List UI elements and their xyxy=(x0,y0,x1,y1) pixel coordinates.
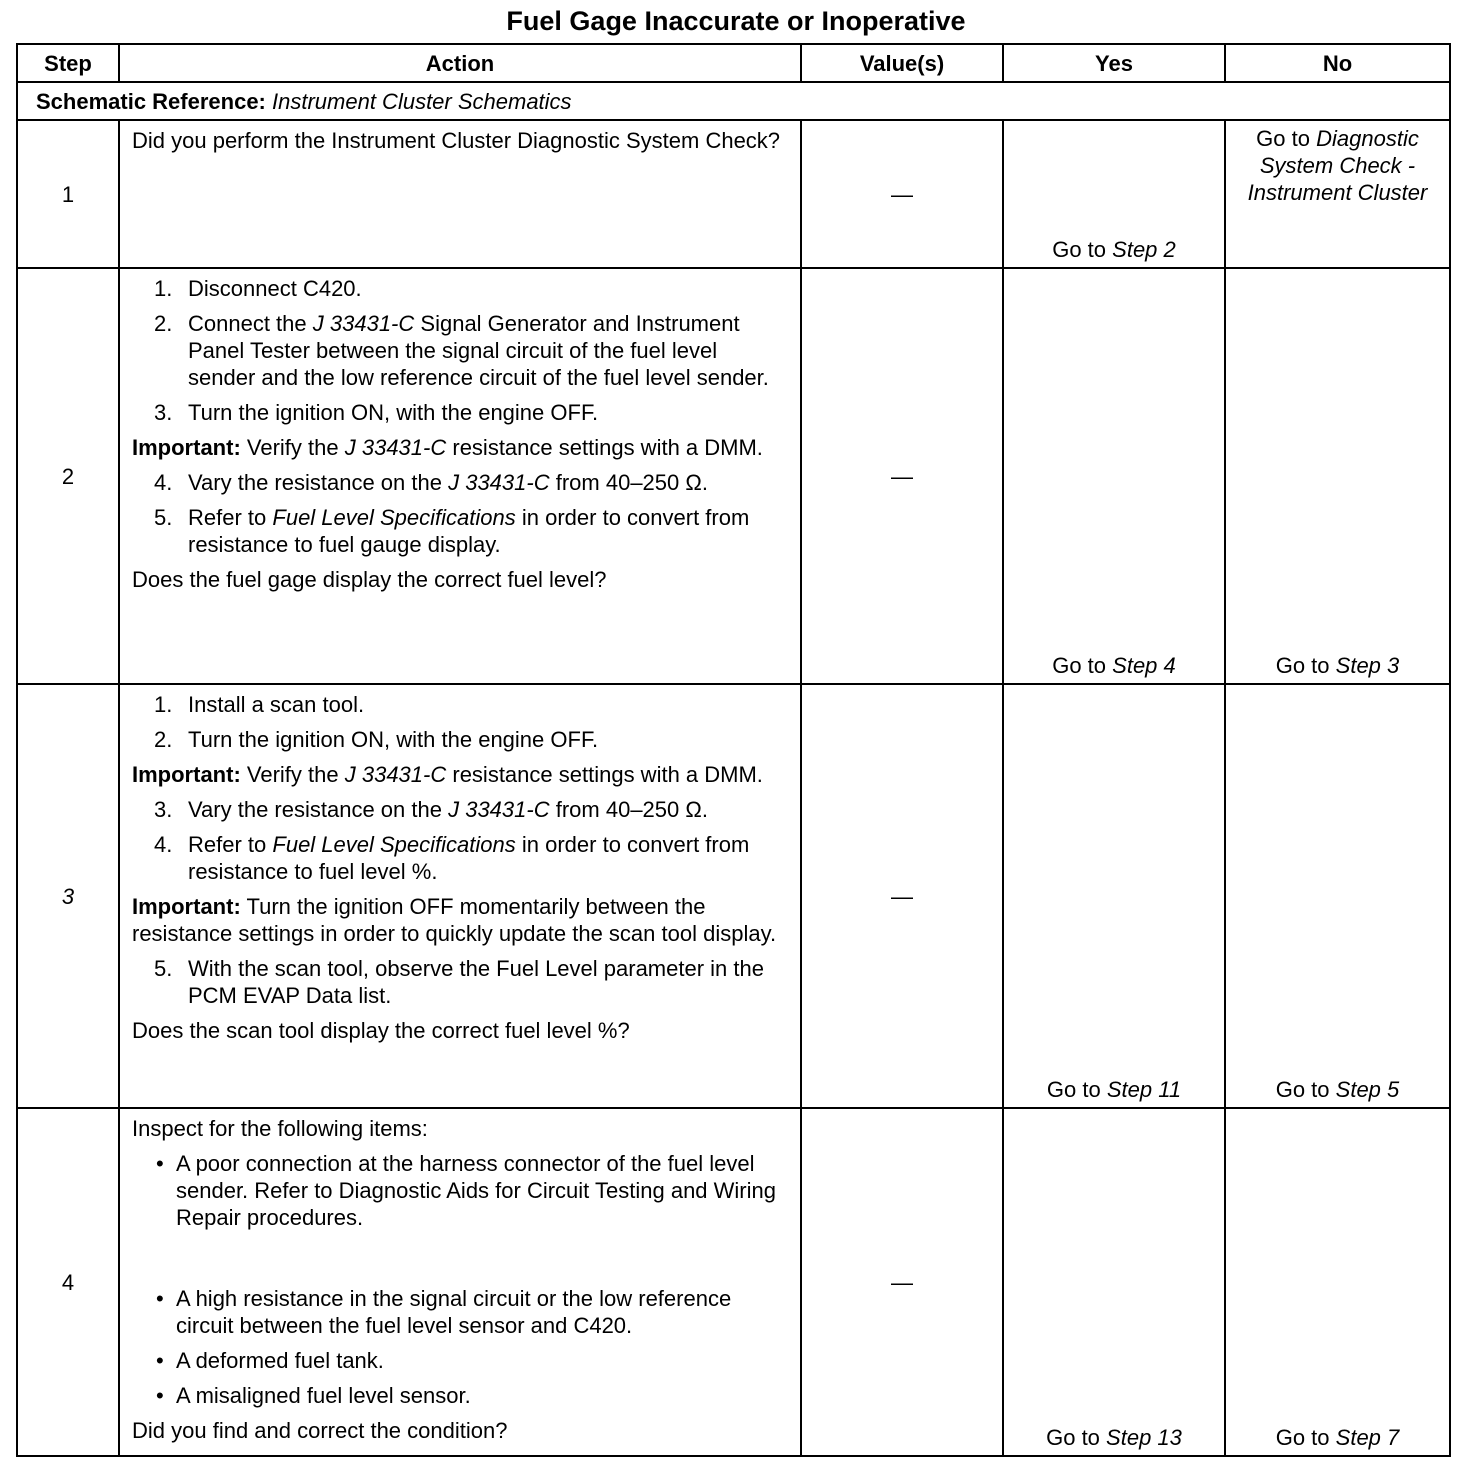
go-to-label: Go to xyxy=(1046,1425,1100,1450)
list-item: 3. Vary the resistance on the J 33431-C from 40–250 Ω. xyxy=(154,797,708,822)
no-step-link[interactable]: Diagnostic System Check - Instrument Cluster xyxy=(1247,126,1428,205)
header-step: Step xyxy=(17,44,119,82)
step-question: Did you find and correct the condition? xyxy=(132,1418,508,1443)
go-to-label: Go to xyxy=(1275,1425,1330,1450)
list-item: 2. Connect the J 33431-C Signal Generator and Instrument Panel Tester between the signal circuit of the fuel level sender and the low reference circuit of the fuel level sender. xyxy=(154,311,769,390)
go-to-label: Go to xyxy=(1052,237,1107,262)
list-item: 4. Refer to Fuel Level Specifications in order to convert from resistance to fuel level %. xyxy=(154,832,750,884)
schematic-link[interactable]: Instrument Cluster Schematics xyxy=(272,88,572,114)
yes-step-link[interactable]: Step 4 xyxy=(1112,653,1176,678)
yes-cell xyxy=(1003,1108,1225,1456)
yes-step-link[interactable]: Step 11 xyxy=(1106,1077,1182,1102)
step-number: 3 xyxy=(17,684,119,1108)
table-row xyxy=(17,1108,1450,1456)
list-item: 3. Turn the ignition ON, with the engine OFF. xyxy=(154,400,599,425)
spacer xyxy=(132,1239,788,1277)
step-number: 2 xyxy=(17,268,119,684)
go-to-label: Go to xyxy=(1052,653,1107,678)
table-row xyxy=(17,684,1450,1108)
instruction-list xyxy=(132,796,788,885)
action-cell xyxy=(119,120,801,268)
page-title: Fuel Gage Inaccurate or Inoperative xyxy=(506,6,966,36)
table-row xyxy=(17,268,1450,684)
step-question: Does the scan tool display the correct fuel level %? xyxy=(132,1018,630,1043)
go-to-label: Go to xyxy=(1256,126,1310,151)
list-item: 1. Disconnect C420. xyxy=(154,276,362,301)
instruction-list xyxy=(132,275,788,426)
list-item: • A poor connection at the harness connector of the fuel level sender. Refer to Diagnostic Aids for Circuit Testing and Wiring Repair procedures. xyxy=(156,1151,776,1230)
go-to-label: Go to xyxy=(1275,1077,1330,1102)
list-item: 5. With the scan tool, observe the Fuel Level parameter in the PCM EVAP Data list. xyxy=(154,956,764,1008)
step-question: Does the fuel gage display the correct fuel level? xyxy=(132,567,607,592)
header-no: No xyxy=(1225,44,1450,82)
bullet-list xyxy=(132,1150,788,1409)
header-row xyxy=(17,44,1450,82)
schematic-row xyxy=(17,82,1450,120)
yes-cell xyxy=(1003,120,1225,268)
action-cell xyxy=(119,684,801,1108)
list-item: • A high resistance in the signal circuit or the low reference circuit between the fuel level sensor and C420. xyxy=(156,1286,732,1338)
spec-link[interactable]: Fuel Level Specifications xyxy=(272,832,516,857)
important-note: Important: Verify the J 33431-C resistance settings with a DMM. xyxy=(132,762,763,787)
step-number: 4 xyxy=(17,1108,119,1456)
yes-step-link[interactable]: Step 2 xyxy=(1112,237,1176,262)
value-cell: — xyxy=(801,1108,1003,1456)
no-step-link[interactable]: Step 5 xyxy=(1335,1077,1400,1102)
value-cell: — xyxy=(801,120,1003,268)
list-item: • A misaligned fuel level sensor. xyxy=(156,1383,471,1408)
list-item: 1. Install a scan tool. xyxy=(154,692,365,717)
header-action: Action xyxy=(119,44,801,82)
instruction-list xyxy=(132,469,788,558)
action-cell xyxy=(119,268,801,684)
step-number: 1 xyxy=(17,120,119,268)
diagnostic-table xyxy=(16,43,1451,1457)
no-cell xyxy=(1225,268,1450,684)
instruction-list xyxy=(132,691,788,753)
spec-link[interactable]: Fuel Level Specifications xyxy=(272,505,516,530)
yes-cell xyxy=(1003,268,1225,684)
no-cell xyxy=(1225,1108,1450,1456)
yes-cell xyxy=(1003,684,1225,1108)
schematic-label: Schematic Reference: xyxy=(36,88,266,114)
list-item: 5. Refer to Fuel Level Specifications in order to convert from resistance to fuel gauge display. xyxy=(154,505,750,557)
inspect-intro: Inspect for the following items: xyxy=(132,1116,428,1141)
yes-step-link[interactable]: Step 13 xyxy=(1106,1425,1182,1450)
important-note: Important: Verify the J 33431-C resistance settings with a DMM. xyxy=(132,435,763,460)
step-question: Did you perform the Instrument Cluster Diagnostic System Check? xyxy=(132,128,781,153)
important-note: Important: Turn the ignition OFF momentarily between the resistance settings in order to quickly update the scan tool display. xyxy=(132,894,777,946)
instruction-list xyxy=(132,955,788,1009)
list-item: 2. Turn the ignition ON, with the engine OFF. xyxy=(154,727,599,752)
no-cell xyxy=(1225,684,1450,1108)
table-row xyxy=(17,120,1450,268)
action-cell xyxy=(119,1108,801,1456)
no-step-link[interactable]: Step 3 xyxy=(1335,653,1400,678)
go-to-label: Go to xyxy=(1275,653,1330,678)
go-to-label: Go to xyxy=(1046,1077,1101,1102)
no-cell xyxy=(1225,120,1450,268)
value-cell: — xyxy=(801,684,1003,1108)
header-values: Value(s) xyxy=(801,44,1003,82)
header-yes: Yes xyxy=(1003,44,1225,82)
list-item: 4. Vary the resistance on the J 33431-C from 40–250 Ω. xyxy=(154,470,708,495)
value-cell: — xyxy=(801,268,1003,684)
schematic-reference xyxy=(17,82,1450,120)
no-step-link[interactable]: Step 7 xyxy=(1335,1425,1400,1450)
list-item: • A deformed fuel tank. xyxy=(156,1348,384,1373)
